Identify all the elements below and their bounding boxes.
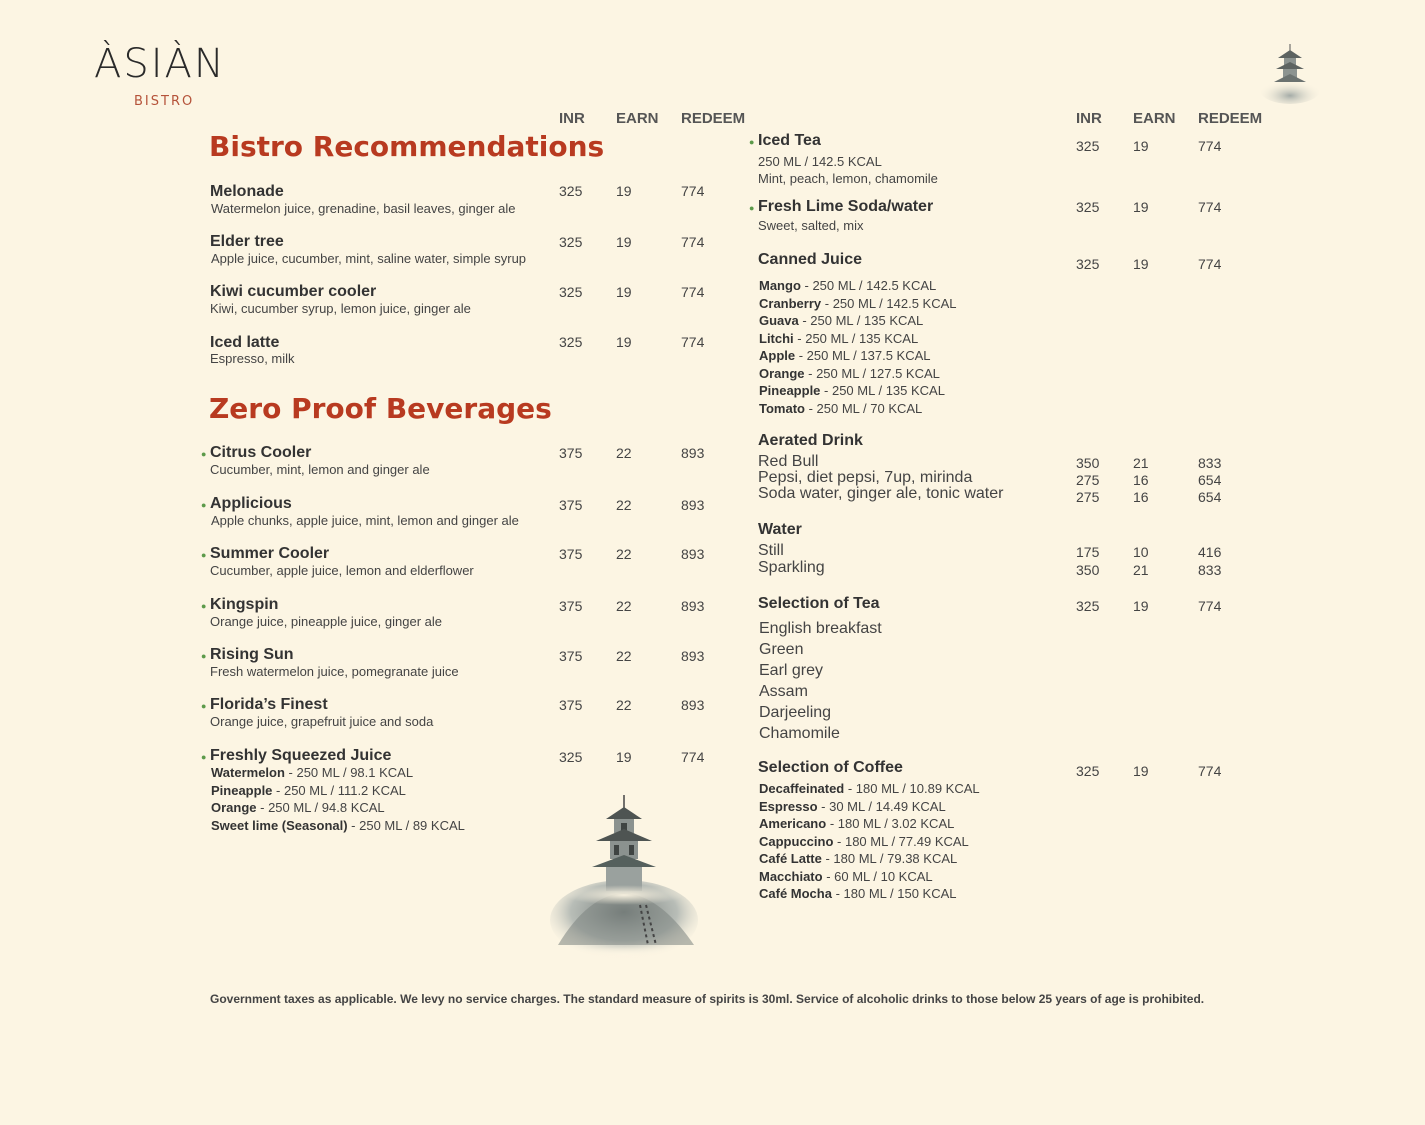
points-earn: 16	[1133, 489, 1149, 505]
menu-item-name: Florida’s Finest	[210, 696, 328, 713]
veg-bullet-icon: ●	[201, 701, 207, 711]
price-inr: 325	[1076, 138, 1100, 154]
veg-bullet-icon: ●	[201, 752, 207, 762]
price-inr: 375	[559, 445, 583, 461]
drink-name: Pepsi, diet pepsi, 7up, mirinda	[758, 469, 973, 486]
header-redeem-right: REDEEM	[1198, 110, 1263, 127]
points-redeem: 774	[1198, 256, 1222, 272]
points-earn: 19	[1133, 138, 1149, 154]
points-earn: 19	[1133, 763, 1149, 779]
price-inr: 325	[559, 183, 583, 199]
points-earn: 22	[616, 546, 632, 562]
points-earn: 22	[616, 445, 632, 461]
juice-variant: Apple - 250 ML / 137.5 KCAL	[759, 348, 931, 363]
footer-note: Government taxes as applicable. We levy no service charges. The standard measure of spirits is 30ml. Service of alcoholic drinks to those below 25 years of age is prohibited.	[210, 992, 1205, 1006]
menu-item-desc: Watermelon juice, grenadine, basil leaves, ginger ale	[211, 201, 516, 216]
coffee-variant: Café Mocha - 180 ML / 150 KCAL	[759, 886, 957, 901]
menu-item-name: Iced Tea	[758, 132, 821, 149]
drink-name: Soda water, ginger ale, tonic water	[758, 485, 1004, 502]
points-redeem: 774	[1198, 138, 1222, 154]
menu-item-desc: Espresso, milk	[210, 351, 295, 366]
menu-item-name: Rising Sun	[210, 646, 294, 663]
menu-item-name: Selection of Coffee	[758, 759, 903, 776]
veg-bullet-icon: ●	[201, 601, 207, 611]
drink-name: Still	[758, 542, 784, 559]
section-title-zero-proof: Zero Proof Beverages	[209, 392, 552, 425]
menu-item-desc: Cucumber, mint, lemon and ginger ale	[210, 462, 430, 477]
points-earn: 22	[616, 497, 632, 513]
points-earn: 21	[1133, 562, 1149, 578]
price-inr: 325	[559, 749, 583, 765]
menu-item-name: Summer Cooler	[210, 545, 330, 562]
menu-item-desc: Orange juice, grapefruit juice and soda	[210, 714, 434, 729]
points-redeem: 774	[681, 334, 705, 350]
tea-variant: Darjeeling	[759, 704, 832, 721]
points-earn: 22	[616, 648, 632, 664]
points-earn: 19	[616, 183, 632, 199]
menu-item-desc: Cucumber, apple juice, lemon and elderflower	[210, 563, 474, 578]
coffee-variant: Decaffeinated - 180 ML / 10.89 KCAL	[759, 781, 980, 796]
veg-bullet-icon: ●	[201, 550, 207, 560]
price-inr: 325	[1076, 763, 1100, 779]
juice-variant: Mango - 250 ML / 142.5 KCAL	[759, 278, 937, 293]
juice-variant: Tomato - 250 ML / 70 KCAL	[759, 400, 923, 416]
menu-item-name: Water	[758, 521, 802, 538]
brand-logo-sub: BISTRO	[134, 94, 195, 109]
tea-variant: Chamomile	[759, 725, 840, 742]
points-earn: 16	[1133, 472, 1149, 488]
juice-variant: Litchi - 250 ML / 135 KCAL	[759, 330, 919, 346]
price-inr: 350	[1076, 455, 1100, 471]
header-redeem: REDEEM	[681, 110, 746, 127]
juice-variant: Watermelon - 250 ML / 98.1 KCAL	[211, 765, 414, 780]
menu-item-desc: Sweet, salted, mix	[758, 218, 864, 233]
points-earn: 19	[616, 334, 632, 350]
menu-item-desc: Apple chunks, apple juice, mint, lemon and ginger ale	[211, 513, 519, 528]
menu-item-name: Selection of Tea	[758, 595, 880, 612]
menu-item-name: Freshly Squeezed Juice	[210, 747, 392, 764]
price-inr: 325	[1076, 199, 1100, 215]
points-earn: 19	[1133, 199, 1149, 215]
veg-bullet-icon: ●	[201, 651, 207, 661]
tea-variant: Green	[759, 641, 804, 658]
points-redeem: 893	[681, 497, 705, 513]
menu-item-desc: Apple juice, cucumber, mint, saline water, simple syrup	[211, 251, 527, 266]
points-earn: 19	[616, 234, 632, 250]
points-redeem: 654	[1198, 472, 1222, 488]
coffee-variant: Americano - 180 ML / 3.02 KCAL	[759, 816, 955, 831]
price-inr: 375	[559, 598, 583, 614]
points-earn: 10	[1133, 544, 1149, 560]
coffee-variant: Macchiato - 60 ML / 10 KCAL	[759, 868, 933, 884]
juice-variant: Cranberry - 250 ML / 142.5 KCAL	[759, 295, 957, 311]
menu-item-name: Applicious	[210, 495, 292, 512]
veg-bullet-icon: ●	[749, 137, 755, 147]
price-inr: 375	[559, 648, 583, 664]
menu-item-desc: 250 ML / 142.5 KCAL	[758, 154, 882, 169]
points-earn: 22	[616, 598, 632, 614]
veg-bullet-icon: ●	[201, 500, 207, 510]
veg-bullet-icon: ●	[201, 449, 207, 459]
points-redeem: 833	[1198, 562, 1222, 578]
tea-variant: English breakfast	[759, 620, 882, 637]
price-inr: 325	[1076, 256, 1100, 272]
price-inr: 350	[1076, 562, 1100, 578]
menu-item-desc: Kiwi, cucumber syrup, lemon juice, ginger ale	[210, 301, 471, 316]
price-inr: 375	[559, 546, 583, 562]
brand-logo: ÀSIÀN	[94, 41, 226, 87]
price-inr: 175	[1076, 544, 1100, 560]
header-inr-right: INR	[1076, 110, 1102, 127]
juice-variant: Orange - 250 ML / 127.5 KCAL	[759, 365, 940, 381]
drink-name: Red Bull	[758, 453, 819, 470]
menu-item-desc: Fresh watermelon juice, pomegranate juice	[210, 664, 459, 679]
price-inr: 325	[559, 284, 583, 300]
price-inr: 325	[559, 334, 583, 350]
pagoda-small-icon	[1258, 40, 1322, 106]
menu-item-name: Canned Juice	[758, 251, 863, 268]
price-inr: 275	[1076, 472, 1100, 488]
points-redeem: 774	[681, 749, 705, 765]
tea-variant: Assam	[759, 683, 808, 700]
menu-item-name: Fresh Lime Soda/water	[758, 198, 934, 215]
veg-bullet-icon: ●	[749, 203, 755, 213]
menu-item-name: Elder tree	[210, 233, 284, 250]
points-earn: 19	[616, 749, 632, 765]
pagoda-illustration-icon	[548, 795, 700, 960]
coffee-variant: Cappuccino - 180 ML / 77.49 KCAL	[759, 833, 969, 849]
points-earn: 19	[1133, 598, 1149, 614]
price-inr: 375	[559, 497, 583, 513]
juice-variant: Orange - 250 ML / 94.8 KCAL	[211, 800, 385, 815]
tea-variant: Earl grey	[759, 662, 824, 679]
juice-variant: Sweet lime (Seasonal) - 250 ML / 89 KCAL	[211, 817, 465, 833]
menu-item-name: Kingspin	[210, 596, 279, 613]
price-inr: 325	[559, 234, 583, 250]
header-inr: INR	[559, 110, 585, 127]
header-earn: EARN	[616, 110, 659, 127]
juice-variant: Pineapple - 250 ML / 111.2 KCAL	[211, 782, 406, 798]
menu-item-name: Aerated Drink	[758, 432, 863, 449]
menu-item-name: Iced latte	[210, 334, 280, 351]
points-redeem: 833	[1198, 455, 1222, 471]
juice-variant: Guava - 250 ML / 135 KCAL	[759, 313, 924, 328]
points-redeem: 774	[681, 284, 705, 300]
points-redeem: 774	[681, 234, 705, 250]
points-earn: 19	[616, 284, 632, 300]
points-redeem: 893	[681, 697, 705, 713]
points-redeem: 893	[681, 445, 705, 461]
points-redeem: 654	[1198, 489, 1222, 505]
juice-variant: Pineapple - 250 ML / 135 KCAL	[759, 383, 945, 398]
points-redeem: 774	[1198, 199, 1222, 215]
menu-item-name: Citrus Cooler	[210, 444, 312, 461]
drink-name: Sparkling	[758, 559, 825, 576]
points-redeem: 893	[681, 546, 705, 562]
menu-item-name: Melonade	[210, 183, 284, 200]
points-redeem: 893	[681, 648, 705, 664]
price-inr: 375	[559, 697, 583, 713]
points-earn: 19	[1133, 256, 1149, 272]
points-redeem: 416	[1198, 544, 1222, 560]
menu-item-desc: Mint, peach, lemon, chamomile	[758, 171, 938, 186]
menu-item-desc: Orange juice, pineapple juice, ginger ale	[210, 614, 442, 629]
points-earn: 22	[616, 697, 632, 713]
price-inr: 275	[1076, 489, 1100, 505]
points-redeem: 774	[1198, 763, 1222, 779]
coffee-variant: Café Latte - 180 ML / 79.38 KCAL	[759, 851, 958, 866]
points-redeem: 893	[681, 598, 705, 614]
points-earn: 21	[1133, 455, 1149, 471]
points-redeem: 774	[681, 183, 705, 199]
points-redeem: 774	[1198, 598, 1222, 614]
menu-item-name: Kiwi cucumber cooler	[210, 283, 377, 300]
header-earn-right: EARN	[1133, 110, 1176, 127]
coffee-variant: Espresso - 30 ML / 14.49 KCAL	[759, 798, 946, 814]
section-title-recommendations: Bistro Recommendations	[209, 130, 605, 163]
price-inr: 325	[1076, 598, 1100, 614]
